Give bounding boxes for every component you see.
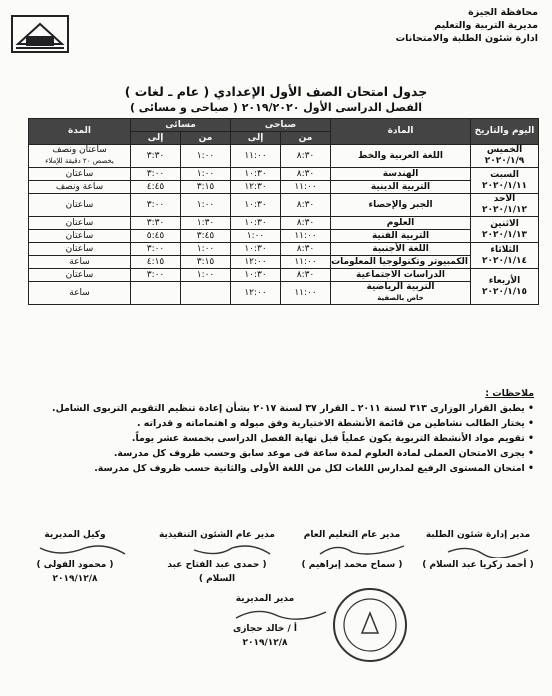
time-cell: ٨:٣٠: [281, 269, 331, 282]
subject-cell: اللغة العربية والخط: [331, 145, 471, 168]
time-cell: ١١:٠٠: [281, 256, 331, 269]
notes-heading: ملاحظات :: [485, 388, 534, 399]
table-row: [29, 243, 539, 256]
time-cell: ١:٣٠: [181, 217, 231, 230]
letterhead: [368, 6, 538, 45]
subject-cell: التربية الرياضية خاص بالصفية: [331, 282, 471, 305]
header-duration: المدة: [29, 119, 131, 145]
time-cell: ١١:٠٠: [281, 181, 331, 194]
time-cell: ٣:٠٠: [131, 243, 181, 256]
signature-directorate-head: مدير المديرية أ / خالد حجازى ٢٠١٩/١٢/٨: [200, 592, 330, 650]
schedule-body: [29, 145, 539, 305]
time-cell: ١١:٠٠: [231, 145, 281, 168]
duration-cell: ساعتان: [29, 243, 131, 256]
time-cell: ٣:٣٠: [131, 145, 181, 168]
subject-cell: التربية الفنية: [331, 230, 471, 243]
subject-cell: الجبر والإحصاء: [331, 194, 471, 217]
time-cell: ٤:١٥: [131, 256, 181, 269]
note-item: • امتحان المستوى الرفيع لمدارس اللغات لكل من اللغة الأولى والثانية حسب ظروف كل مدرسة.: [94, 463, 534, 474]
day-date-cell: الخميس ٢٠٢٠/١/٩: [471, 145, 539, 168]
time-cell: ١:٠٠: [181, 269, 231, 282]
time-cell: ٨:٣٠: [281, 194, 331, 217]
note-item: • يختار الطالب نشاطين من قائمة الأنشطة الاختيارية وفق ميوله و اهتماماته و قدراته .: [136, 418, 534, 429]
table-row: [29, 269, 539, 282]
time-cell: ١٠:٣٠: [231, 269, 281, 282]
duration-cell: ساعتان: [29, 269, 131, 282]
time-cell: ١٢:٣٠: [231, 181, 281, 194]
table-row: [29, 282, 539, 305]
header-evening-to: إلى: [131, 132, 181, 145]
document-subtitle: الفصل الدراسى الأول ٢٠١٩/٢٠٢٠ ( صباحى و مسائى ): [129, 101, 423, 114]
table-row: [29, 168, 539, 181]
time-cell: ١١:٠٠: [281, 230, 331, 243]
official-seal: [330, 585, 410, 665]
time-cell: ٨:٣٠: [281, 145, 331, 168]
handwritten-signature: [182, 542, 282, 558]
time-cell: ١٠:٣٠: [231, 194, 281, 217]
time-cell: ١١:٠٠: [281, 282, 331, 305]
handwritten-signature: [30, 542, 130, 558]
subject-cell: اللغة الأجنبية: [331, 243, 471, 256]
header-morning: صباحى: [231, 119, 331, 132]
signature-students-affairs: مدير إدارة شئون الطلبة ( أحمد زكريا عبد السلام ): [418, 528, 538, 572]
time-cell: ١٠:٣٠: [231, 217, 281, 230]
time-cell: ٣:١٥: [181, 181, 231, 194]
note-item: • يطبق القرار الوزارى ٣١٣ لسنة ٢٠١١ ـ القرار ٣٧ لسنة ٢٠١٧ بشأن إعادة تنظيم التقويم التربوى الشامل.: [52, 403, 534, 414]
table-row: [29, 230, 539, 243]
time-cell: [181, 282, 231, 305]
table-row: [29, 256, 539, 269]
time-cell: ١:٠٠: [181, 194, 231, 217]
time-cell: ١:٠٠: [231, 230, 281, 243]
directorate-logo: [10, 14, 70, 54]
directorate-name: مديرية التربية والتعليم: [434, 20, 538, 31]
table-row: [29, 217, 539, 230]
table-row: [29, 145, 539, 168]
table-row: [29, 181, 539, 194]
duration-cell: ساعة: [29, 282, 131, 305]
time-cell: ٣:٠٠: [131, 194, 181, 217]
header-morning-from: من: [281, 132, 331, 145]
time-cell: ٨:٣٠: [281, 168, 331, 181]
time-cell: ٥:٤٥: [131, 230, 181, 243]
notes-section: [24, 386, 534, 476]
duration-cell: ساعتان: [29, 168, 131, 181]
duration-cell: ساعة ونصف: [29, 181, 131, 194]
signature-executive-affairs: مدير عام الشئون التنفيذية ( حمدى عبد الفتاح عبد السلام ): [152, 528, 282, 586]
time-cell: ١٢:٠٠: [231, 256, 281, 269]
subject-cell: العلوم: [331, 217, 471, 230]
time-cell: ١:٠٠: [181, 168, 231, 181]
handwritten-signature: [312, 542, 412, 558]
subject-cell: الهندسة: [331, 168, 471, 181]
subject-cell: الكمبيوتر وتكنولوجيا المعلومات: [331, 256, 471, 269]
duration-cell: ساعة: [29, 256, 131, 269]
signature-general-education: مدير عام التعليم العام ( سماح محمد إبراهيم ): [292, 528, 412, 572]
time-cell: ١٠:٣٠: [231, 243, 281, 256]
subject-cell: التربية الدينية: [331, 181, 471, 194]
time-cell: ٣:١٥: [181, 256, 231, 269]
header-day-date: اليوم والتاريخ: [471, 119, 539, 145]
time-cell: ٨:٣٠: [281, 243, 331, 256]
time-cell: ٨:٣٠: [281, 217, 331, 230]
table-row: [29, 194, 539, 217]
time-cell: ٣:٣٠: [131, 217, 181, 230]
document-title: جدول امتحان الصف الأول الإعدادي ( عام ـ لغات ): [124, 84, 428, 99]
time-cell: ١:٠٠: [181, 243, 231, 256]
day-date-cell: الأربعاء ٢٠٢٠/١/١٥: [471, 269, 539, 305]
time-cell: ٣:٠٠: [131, 269, 181, 282]
day-date-cell: السبت ٢٠٢٠/١/١١: [471, 168, 539, 194]
department-name: ادارة شئون الطلبة والامتحانات: [395, 33, 538, 44]
subject-cell: الدراسات الاجتماعية: [331, 269, 471, 282]
time-cell: ٣:٠٠: [131, 168, 181, 181]
header-subject: المادة: [331, 119, 471, 145]
day-date-cell: الثلاثاء ٢٠٢٠/١/١٤: [471, 243, 539, 269]
duration-cell: ساعتان: [29, 194, 131, 217]
time-cell: ٤:٤٥: [131, 181, 181, 194]
handwritten-signature: [438, 542, 538, 558]
time-cell: ٣:٤٥: [181, 230, 231, 243]
header-evening: مسائى: [131, 119, 231, 132]
time-cell: [131, 282, 181, 305]
duration-cell: ساعتان: [29, 230, 131, 243]
note-item: • يجرى الامتحان العملى لمادة العلوم لمدة ساعة فى موعد سابق وحسب ظروف كل مدرسة.: [113, 448, 534, 459]
day-date-cell: الاثنين ٢٠٢٠/١/١٣: [471, 217, 539, 243]
header-evening-from: من: [181, 132, 231, 145]
time-cell: ١٢:٠٠: [231, 282, 281, 305]
note-item: • تقويم مواد الأنشطة التربوية يكون عملياً قبل نهاية الفصل الدراسى بخمسة عشر يوماً.: [131, 433, 534, 444]
handwritten-signature: [230, 606, 330, 622]
time-cell: ١٠:٣٠: [231, 168, 281, 181]
governorate-name: محافظة الجيزة: [468, 7, 538, 18]
day-date-cell: الأحد ٢٠٢٠/١/١٢: [471, 194, 539, 217]
duration-cell: ساعتان ونصف يخصص ٢٠ دقيقة للإملاء: [29, 145, 131, 168]
duration-cell: ساعتان: [29, 217, 131, 230]
header-morning-to: إلى: [231, 132, 281, 145]
time-cell: ١:٠٠: [181, 145, 231, 168]
exam-schedule-table: [28, 118, 539, 305]
signature-deputy: وكيل المديرية ( محمود الفولى ) ٢٠١٩/١٢/٨: [20, 528, 130, 586]
